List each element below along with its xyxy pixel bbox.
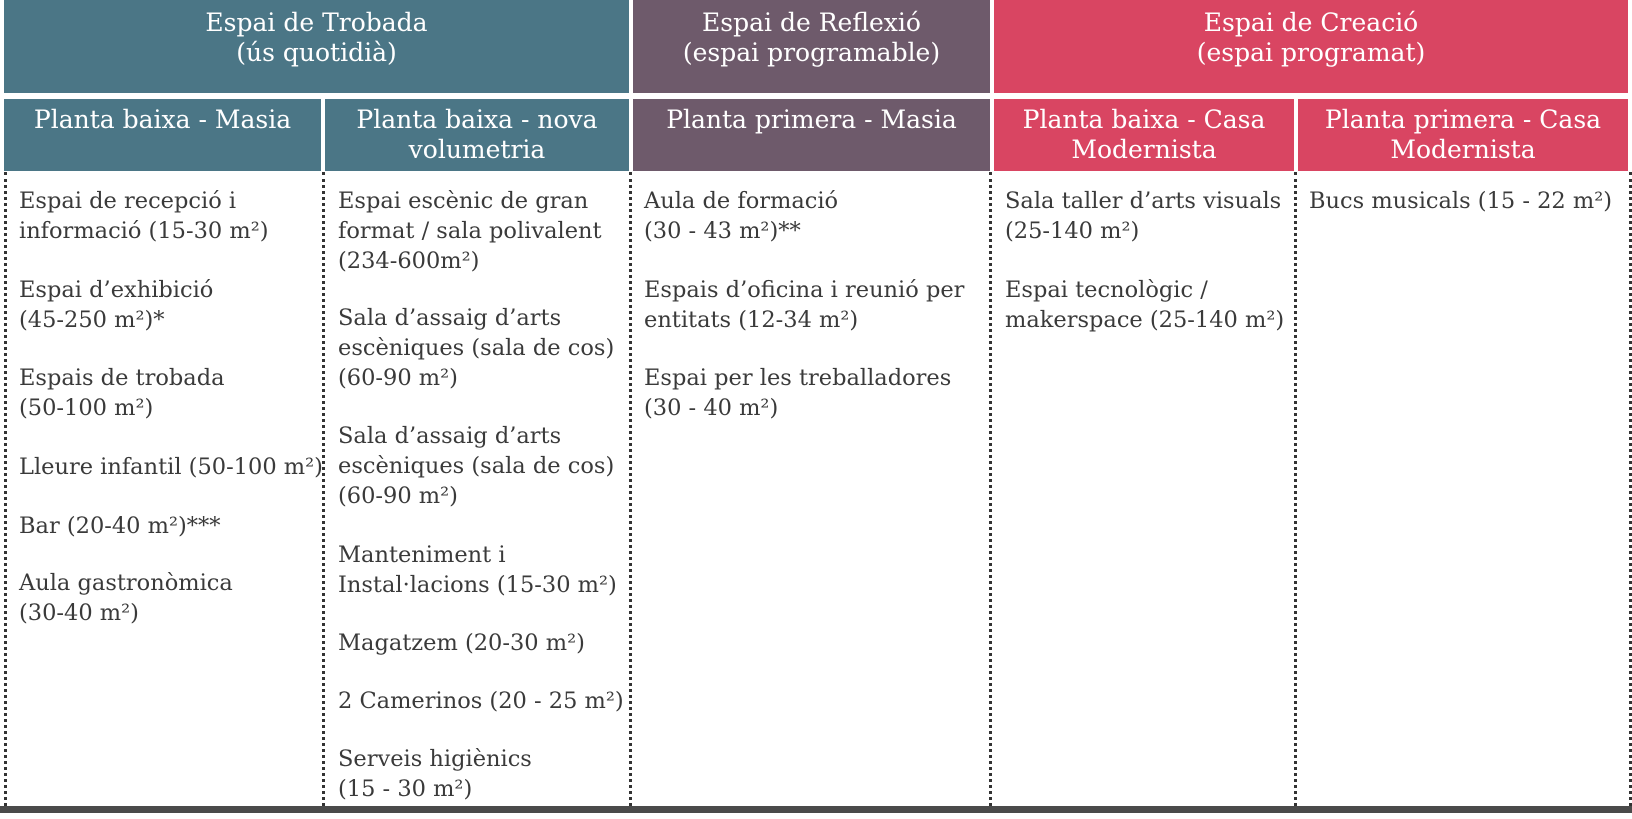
- subheader-line: Planta primera - Masia: [666, 105, 957, 134]
- column-planta-primera-casa-modernista: [1294, 172, 1632, 806]
- list-item: 2 Camerinos (20 - 25 m²): [338, 688, 624, 714]
- list-item: Bucs musicals (15 - 22 m²): [1309, 188, 1613, 214]
- list-item: Espais de trobada (50-100 m²): [19, 365, 225, 421]
- subheader-planta-baixa-casa-modernista: [994, 99, 1294, 171]
- column-planta-baixa-nova-volumetria: [322, 172, 630, 806]
- list-item: Serveis higiènics (15 - 30 m²): [338, 746, 532, 802]
- subheader-planta-baixa-nova-volumetria: [325, 99, 629, 171]
- header-title: Espai de Trobada: [205, 8, 428, 37]
- list-item: Espai tecnològic / makerspace (25-140 m²): [1005, 277, 1285, 333]
- subheader-line: Planta baixa - Casa: [1022, 105, 1266, 134]
- list-item: Espai d’exhibició (45-250 m²)*: [19, 277, 214, 333]
- list-item: Bar (20-40 m²)***: [19, 513, 221, 539]
- subheader-line: Planta primera - Casa: [1324, 105, 1602, 134]
- list-item: Espai escènic de gran format / sala polivalent (234-600m²): [338, 188, 602, 274]
- subheader-line: Modernista: [1071, 135, 1217, 164]
- column-planta-primera-masia: [629, 172, 991, 806]
- list-item: Manteniment i Instal·lacions (15-30 m²): [338, 542, 617, 598]
- list-item: Aula gastronòmica (30-40 m²): [19, 570, 233, 626]
- list-item: Espai de recepció i informació (15-30 m²): [19, 188, 269, 244]
- subheader-planta-primera-masia: [633, 99, 990, 171]
- list-item: Sala taller d’arts visuals (25-140 m²): [1005, 188, 1282, 244]
- subheader-planta-primera-casa-modernista: [1298, 99, 1628, 171]
- subheader-planta-baixa-masia: [4, 99, 321, 171]
- subheader-line: Planta baixa - nova: [356, 105, 598, 134]
- subheader-line: Modernista: [1390, 135, 1536, 164]
- list-item: Espai per les treballadores (30 - 40 m²): [644, 365, 952, 421]
- list-item: Magatzem (20-30 m²): [338, 630, 585, 656]
- list-item: Sala d’assaig d’arts escèniques (sala de cos) (60-90 m²): [338, 305, 615, 391]
- header-espai-reflexio: [633, 0, 990, 93]
- header-subtitle: (espai programable): [682, 38, 941, 67]
- header-espai-creacio: [994, 0, 1628, 93]
- list-item: Lleure infantil (50-100 m²): [19, 454, 323, 480]
- header-title: Espai de Creació: [1203, 8, 1419, 37]
- header-subtitle: (ús quotidià): [236, 38, 397, 67]
- list-item: Espais d’oficina i reunió per entitats (12-34 m²): [644, 277, 965, 333]
- list-item: Sala d’assaig d’arts escèniques (sala de cos) (60-90 m²): [338, 423, 615, 509]
- bottom-border: [0, 806, 1632, 813]
- subheader-line: volumetria: [408, 135, 546, 164]
- subheader-line: Planta baixa - Masia: [33, 105, 292, 134]
- column-planta-baixa-masia: [4, 172, 325, 806]
- header-espai-trobada: [4, 0, 629, 93]
- header-title: Espai de Reflexió: [702, 8, 921, 37]
- header-subtitle: (espai programat): [1196, 38, 1426, 67]
- list-item: Aula de formació (30 - 43 m²)**: [644, 188, 839, 244]
- column-planta-baixa-casa-modernista: [989, 172, 1296, 806]
